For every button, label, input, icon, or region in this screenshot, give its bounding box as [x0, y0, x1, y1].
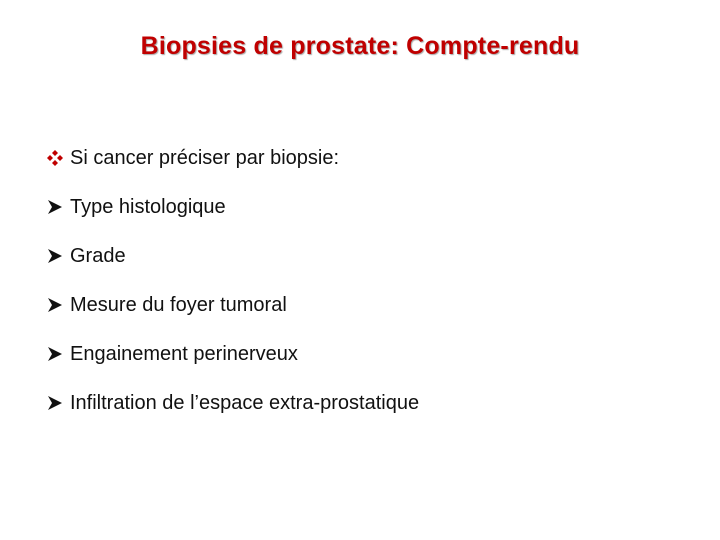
list-item-label: Infiltration de l’espace extra-prostatique — [70, 391, 420, 414]
list-item-label: Mesure du foyer tumoral — [70, 293, 287, 316]
arrow-bullet-icon — [46, 198, 70, 216]
list-item — [46, 387, 686, 419]
list-item-label: Engainement perinerveux — [70, 342, 298, 365]
list-item — [46, 289, 686, 321]
diamond-bullet-icon — [46, 149, 70, 167]
slide-title: Biopsies de prostate: Compte-rendu — [140, 32, 580, 60]
list-item-label: Grade — [70, 244, 126, 267]
bullet-list — [46, 142, 686, 419]
list-item — [46, 240, 686, 272]
intro-text: Si cancer préciser par biopsie: — [70, 146, 340, 169]
arrow-bullet-icon — [46, 345, 70, 363]
list-item-label: Type histologique — [70, 195, 226, 218]
list-item — [46, 191, 686, 223]
intro-bullet-row — [46, 142, 686, 174]
list-item — [46, 338, 686, 370]
arrow-bullet-icon — [46, 247, 70, 265]
arrow-bullet-icon — [46, 394, 70, 412]
arrow-bullet-icon — [46, 296, 70, 314]
